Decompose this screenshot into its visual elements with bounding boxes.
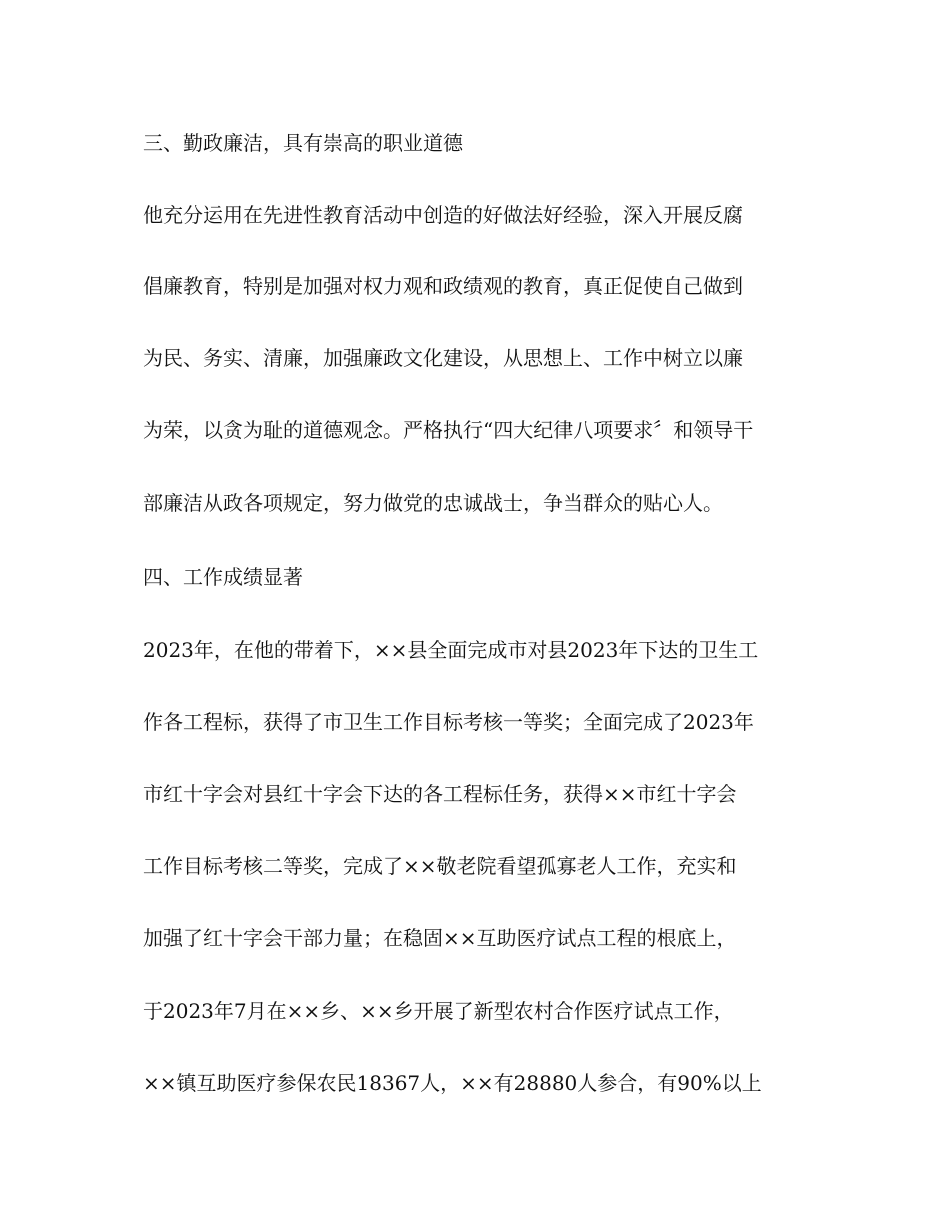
paragraph-line: 倡廉教育，特别是加强对权力观和政绩观的教育，真正促使自己做到 <box>143 274 743 298</box>
paragraph-line: 他充分运用在先进性教育活动中创造的好做法好经验，深入开展反腐 <box>143 203 743 227</box>
paragraph-line: 2023年，在他的带着下，××县全面完成市对县2023年下达的卫生工 <box>143 638 759 662</box>
paragraph-line: 部廉洁从政各项规定，努力做党的忠诚战士，争当群众的贴心人。 <box>143 491 723 515</box>
paragraph-line: 市红十字会对县红十字会下达的各工程标任务，获得××市红十字会 <box>143 782 737 806</box>
paragraph-line: 为荣，以贪为耻的道德观念。严格执行“四大纪律八项要求〞和领导干 <box>143 418 754 442</box>
paragraph-line: 作各工程标，获得了市卫生工作目标考核一等奖；全面完成了2023年 <box>143 710 754 734</box>
section-heading-3: 三、勤政廉洁，具有崇高的职业道德 <box>143 131 463 155</box>
paragraph-line: 为民、务实、清廉，加强廉政文化建设，从思想上、工作中树立以廉 <box>143 346 743 370</box>
paragraph-line: 加强了红十字会干部力量；在稳固××互助医疗试点工程的根底上， <box>143 926 737 950</box>
paragraph-line: ××镇互助医疗参保农民18367人，××有28880人参合，有90%以上 <box>143 1071 762 1095</box>
paragraph-line: 于2023年7月在××乡、××乡开展了新型农村合作医疗试点工作， <box>143 999 734 1023</box>
paragraph-line: 工作目标考核二等奖，完成了××敬老院看望孤寡老人工作，充实和 <box>143 854 737 878</box>
section-heading-4: 四、工作成绩显著 <box>143 565 303 589</box>
